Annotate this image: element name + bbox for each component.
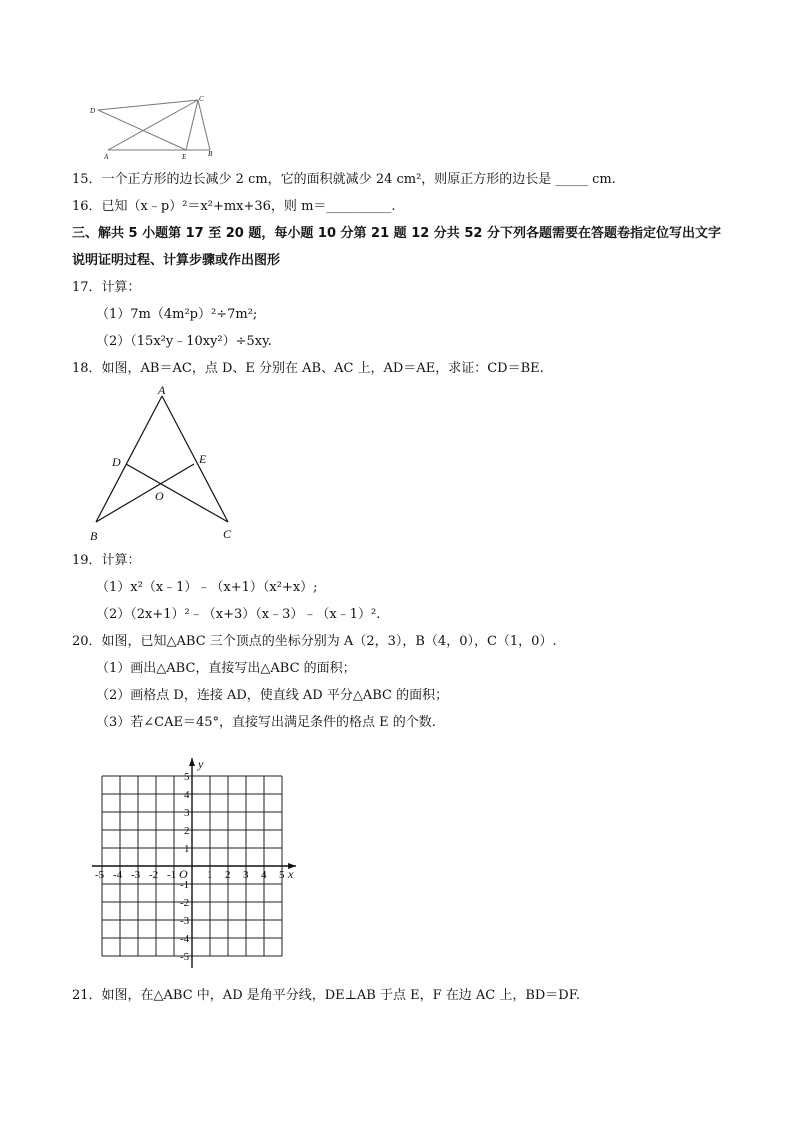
question-21: 21．如图，在△ABC 中，AD 是角平分线，DE⊥AB 于点 E，F 在边 AC 上，BD＝DF. bbox=[72, 988, 580, 1003]
x-tick-label: 4 bbox=[261, 869, 267, 881]
fig18-label-c: C bbox=[223, 527, 232, 541]
fig18-label-o: O bbox=[155, 489, 164, 503]
fig14-label-e: E bbox=[182, 153, 187, 161]
y-tick-label: 5 bbox=[184, 771, 190, 783]
fig14-label-c: C bbox=[199, 95, 204, 103]
question-20-stem: 20．如图，已知△ABC 三个顶点的坐标分别为 A（2，3），B（4，0），C（1，0）. bbox=[72, 634, 557, 649]
y-tick-label: -3 bbox=[180, 915, 190, 927]
fig14-label-d: D bbox=[90, 107, 96, 115]
y-axis-label: y bbox=[198, 757, 204, 771]
question-16: 16．已知（x﹣p）²＝x²+mx+36，则 m＝__________. bbox=[72, 199, 396, 214]
question-18-stem: 18．如图，AB＝AC，点 D、E 分别在 AB、AC 上，AD＝AE，求证：CD＝BE. bbox=[72, 361, 544, 376]
fig14-label-a: A bbox=[104, 153, 109, 161]
section-3-heading-line1: 三、解共 5 小题第 17 至 20 题，每小题 10 分第 21 题 12 分共 52 分下列各题需要在答题卷指定位写出文字 bbox=[72, 226, 721, 241]
y-tick-label: -2 bbox=[180, 897, 190, 909]
question-17-part1: （1）7m（4m²p）²÷7m²; bbox=[96, 307, 258, 322]
y-tick-label: -1 bbox=[180, 879, 190, 891]
section-3-heading-line2: 说明证明过程、计算步骤或作出图形 bbox=[72, 253, 281, 268]
x-tick-label: 3 bbox=[243, 869, 249, 881]
question-17-part2: （2）（15x²y﹣10xy²）÷5xy. bbox=[96, 334, 272, 349]
question-15: 15．一个正方形的边长减少 2 cm，它的面积就减少 24 cm²，则原正方形的边长是 _____ cm. bbox=[72, 172, 616, 187]
fig18-label-e: E bbox=[199, 452, 207, 466]
x-tick-label: -5 bbox=[95, 869, 105, 881]
fig18-label-b: B bbox=[90, 529, 98, 543]
question-20-part3: （3）若∠CAE＝45°，直接写出满足条件的格点 E 的个数. bbox=[96, 715, 436, 730]
x-tick-label: 1 bbox=[207, 869, 213, 881]
question-19-stem: 19．计算： bbox=[72, 553, 141, 568]
fig14-label-b: B bbox=[208, 150, 213, 158]
x-tick-label: -1 bbox=[167, 869, 177, 881]
figure-q14 bbox=[88, 90, 218, 162]
y-tick-label: -5 bbox=[180, 951, 190, 963]
y-tick-label: 3 bbox=[184, 807, 190, 819]
question-19-part2: （2）（2x+1）²﹣（x+3）（x﹣3）﹣（x﹣1）². bbox=[96, 607, 381, 622]
x-tick-label: -2 bbox=[149, 869, 159, 881]
question-20-part1: （1）画出△ABC，直接写出△ABC 的面积； bbox=[96, 661, 356, 676]
y-tick-label: 2 bbox=[184, 825, 190, 837]
origin-label: O bbox=[179, 867, 188, 881]
x-tick-label: 2 bbox=[225, 869, 231, 881]
y-tick-label: -4 bbox=[180, 933, 190, 945]
y-axis-arrow-icon bbox=[189, 758, 195, 766]
x-tick-label: -3 bbox=[131, 869, 141, 881]
fig18-label-d: D bbox=[112, 455, 121, 469]
x-tick-label: -4 bbox=[113, 869, 123, 881]
question-17-stem: 17．计算： bbox=[72, 280, 141, 295]
coordinate-grid bbox=[86, 742, 316, 982]
question-19-part1: （1）x²（x﹣1）﹣（x+1）（x²+x）; bbox=[96, 580, 318, 595]
fig18-label-a: A bbox=[158, 383, 166, 397]
x-tick-label: 5 bbox=[279, 869, 285, 881]
y-tick-label: 1 bbox=[184, 843, 190, 855]
question-20-part2: （2）画格点 D，连接 AD，使直线 AD 平分△ABC 的面积； bbox=[96, 688, 449, 703]
figure-q18 bbox=[84, 384, 244, 546]
y-tick-label: 4 bbox=[184, 789, 190, 801]
x-axis-label: x bbox=[288, 867, 294, 881]
